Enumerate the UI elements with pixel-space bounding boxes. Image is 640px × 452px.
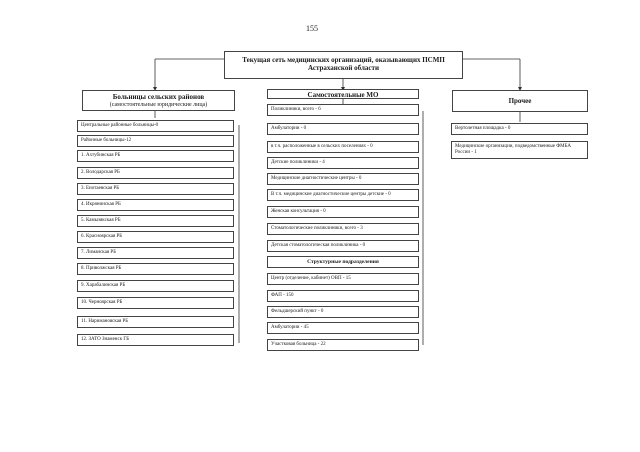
right-header-box (452, 90, 588, 112)
middle-header: Самостоятельные МО (307, 91, 379, 99)
left-header-box (82, 90, 235, 111)
list-item: Участковая больница - 22 (267, 339, 419, 351)
list-item: 12. ЗАТО Знаменск ГБ (77, 334, 234, 346)
top-title-box (224, 51, 463, 79)
list-item: Медицинские организации, подведомственные ФМБА России - 1 (451, 141, 588, 159)
list-item: Амбулатории - 0 (267, 123, 419, 135)
right-header: Прочее (508, 97, 532, 105)
list-item: Поликлиники, всего - 6 (267, 104, 419, 116)
list-item: 5. Камызякская РБ (77, 215, 234, 227)
list-item: Фельдшерский пункт - 0 (267, 306, 419, 318)
list-item: 10. Черноярская РБ (77, 297, 234, 309)
list-item: Районные больницы-12 (77, 135, 234, 147)
left-header-line1: Больницы сельских районов (112, 93, 205, 101)
list-item: 6. Красноярская РБ (77, 231, 234, 243)
list-item: 9. Харабалинская РБ (77, 280, 234, 292)
list-item: 1. Ахтубинская РБ (77, 150, 234, 162)
left-header-line2: (самостоятельные юридические лица) (109, 102, 208, 108)
list-item: Амбулатории - 45 (267, 322, 419, 334)
list-item: 2. Володарская РБ (77, 167, 234, 179)
list-item: Детская стоматологическая поликлиника - 0 (267, 240, 419, 252)
list-item: Стоматологические поликлиники, всего - 3 (267, 223, 419, 235)
page-number: 155 (306, 24, 318, 33)
top-title-line2: Астраханской области (307, 64, 379, 72)
list-item: В т.ч. медицинские диагностические центры детские - 0 (267, 189, 419, 201)
list-item: 4. Икрянинская РБ (77, 199, 234, 211)
section-title: Структурные подразделения (267, 256, 419, 268)
list-item: Медицинские диагностические центры - 0 (267, 173, 419, 185)
list-item: Женская консультация - 0 (267, 206, 419, 218)
top-title-line1: Текущая сеть медицинских организаций, оказывающих ПСМП (242, 56, 445, 64)
list-item: Центр (отделение, кабинет) ОВП - 15 (267, 273, 419, 285)
list-item: в т.ч. расположенные в сельских поселениях - 0 (267, 141, 419, 153)
middle-header-box (267, 89, 419, 99)
list-item: 11. Наримановская РБ (77, 316, 234, 328)
list-item: Вертолетная площадка - 0 (451, 123, 588, 135)
list-item: ФАП - 150 (267, 290, 419, 302)
list-item: 8. Приволжская РБ (77, 263, 234, 275)
list-item: Детские поликлиники - 4 (267, 157, 419, 169)
list-item: Центральные районные больницы-0 (77, 120, 234, 132)
list-item: 3. Енотаевская РБ (77, 183, 234, 195)
list-item: 7. Лиманская РБ (77, 247, 234, 259)
